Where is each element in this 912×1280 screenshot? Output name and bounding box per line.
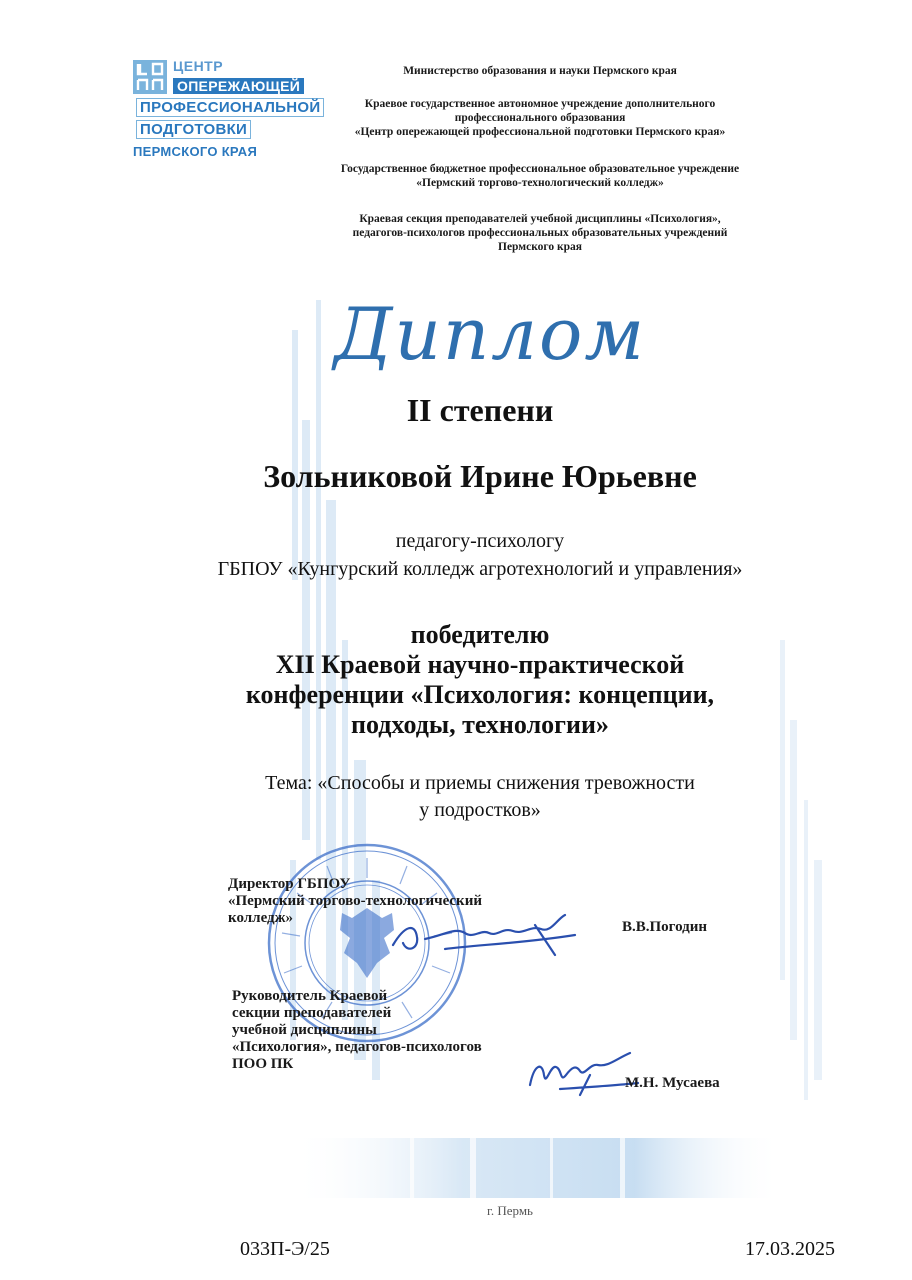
director-label-line: «Пермский торгово-технологический	[228, 893, 482, 909]
logo-mark-icon	[133, 60, 167, 94]
logo-line-1: ЦЕНТР	[173, 58, 224, 74]
section-head-label	[232, 988, 562, 1073]
header-center-line: профессионального образования	[454, 112, 626, 124]
recipient-organization: ГБПОУ «Кунгурский колледж агротехнологий и управления»	[217, 558, 743, 580]
section-head-label-line: Руководитель Краевой	[232, 988, 388, 1004]
header-section-line: Пермского края	[498, 241, 582, 253]
director-name: В.В.Погодин	[622, 919, 708, 935]
header-center-line: Краевое государственное автономное учреждение дополнительного	[364, 98, 716, 110]
header-center-line: «Центр опережающей профессиональной подготовки Пермского края»	[354, 126, 726, 138]
section-head-label-line: ПОО ПК	[232, 1056, 294, 1072]
award-line: XII Краевой научно-практической	[275, 650, 685, 679]
award-line: победителю	[410, 620, 550, 649]
director-signature-icon	[385, 905, 585, 965]
header-section	[280, 212, 800, 254]
section-head-name: М.Н. Мусаева	[625, 1075, 720, 1091]
director-label-line: колледж»	[228, 910, 294, 926]
topic-line: у подростков»	[419, 799, 541, 821]
award-line: подходы, технологии»	[351, 710, 609, 739]
logo-line-5: ПЕРМСКОГО КРАЯ	[133, 144, 258, 159]
award-description	[100, 620, 860, 740]
award-line: конференции «Психология: концепции,	[245, 680, 715, 709]
logo-line-4: ПОДГОТОВКИ	[136, 120, 251, 139]
registration-number: 033П-Э/25	[240, 1238, 330, 1260]
section-head-label-line: «Психология», педагогов-психологов	[232, 1039, 482, 1055]
header-college-line: «Пермский торгово-технологический колледж»	[416, 177, 664, 189]
recipient-name: Зольниковой Ирине Юрьевне	[263, 458, 697, 494]
director-label-line: Директор ГБПОУ	[228, 876, 351, 892]
header-section-line: Краевая секция преподавателей учебной дисциплины «Психология»,	[359, 213, 721, 225]
section-head-signature-icon	[520, 1045, 640, 1100]
topic	[100, 770, 860, 824]
section-head-label-line: учебной дисциплины	[232, 1022, 377, 1038]
header-center-org	[280, 97, 800, 139]
diploma-title: Диплом	[333, 292, 647, 376]
section-head-label-line: секции преподавателей	[232, 1005, 392, 1021]
city: г. Пермь	[487, 1203, 533, 1218]
header-college-line: Государственное бюджетное профессиональное образовательное учреждение	[340, 163, 740, 175]
header-ministry: Министерство образования и науки Пермского края	[403, 65, 677, 77]
recipient-role: педагогу-психологу	[395, 530, 565, 552]
topic-line: Тема: «Способы и приемы снижения тревожности	[265, 772, 695, 794]
logo-line-2: ОПЕРЕЖАЮЩЕЙ	[173, 78, 304, 94]
diploma-degree: II степени	[406, 392, 554, 428]
logo-line-3: ПРОФЕССИОНАЛЬНОЙ	[136, 98, 324, 117]
header-section-line: педагогов-психологов профессиональных образовательных учреждений	[352, 227, 728, 239]
header-college-org	[280, 162, 800, 190]
issue-date: 17.03.2025	[745, 1238, 835, 1260]
